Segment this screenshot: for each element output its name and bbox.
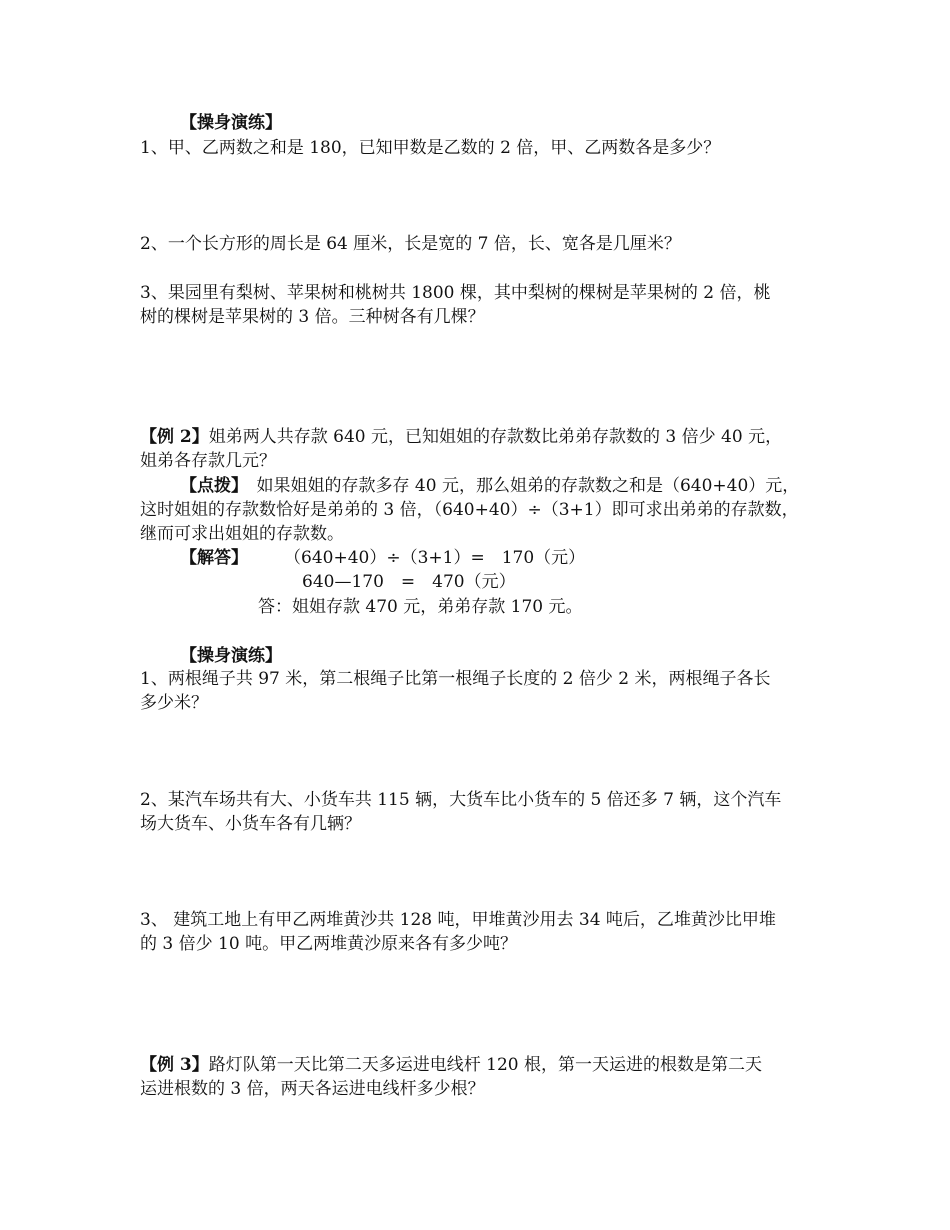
calculation-line-2: 640—170 = 470（元） <box>302 572 516 592</box>
answer-statement: 答：姐姐存款 470 元，弟弟存款 170 元。 <box>258 597 583 617</box>
section2-question-2-line-2: 场大货车、小货车各有几辆？ <box>140 814 361 834</box>
section1-question-2: 2、一个长方形的周长是 64 厘米，长是宽的 7 倍，长、宽各是几厘米？ <box>140 234 681 254</box>
answer-tag: 【解答】 <box>180 548 248 568</box>
example-2-hint-line-2: 这时姐姐的存款数恰好是弟弟的 3 倍，（640+40）÷（3+1）即可求出弟弟的存款数， <box>140 500 799 520</box>
section2-question-3-line-1: 3、 建筑工地上有甲乙两堆黄沙共 128 吨，甲堆黄沙用去 34 吨后，乙堆黄沙比甲堆 <box>140 910 776 930</box>
example-3-line-1: 【例 3】路灯队第一天比第二天多运进电线杆 120 根，第一天运进的根数是第二天 <box>140 1055 763 1075</box>
section2-question-3-line-2: 的 3 倍少 10 吨。甲乙两堆黄沙原来各有多少吨？ <box>140 934 518 954</box>
section2-heading: 【操身演练】 <box>180 646 282 666</box>
section2-question-1-line-1: 1、两根绳子共 97 米，第二根绳子比第一根绳子长度的 2 倍少 2 米，两根绳子各长 <box>140 669 771 689</box>
example-2-hint-line-1: 【点拨】 如果姐姐的存款多存 40 元，那么姐弟的存款数之和是（640+40）元， <box>180 476 800 496</box>
section2-question-1-line-2: 多少米？ <box>140 693 208 713</box>
section1-heading: 【操身演练】 <box>180 113 282 133</box>
example-2-hint-line-3: 继而可求出姐姐的存款数。 <box>140 524 344 544</box>
section1-question-3-line-2: 树的棵树是苹果树的 3 倍。三种树各有几棵？ <box>140 307 485 327</box>
example-2-tag: 【例 2】 <box>140 427 209 447</box>
section1-question-1: 1、甲、乙两数之和是 180，已知甲数是乙数的 2 倍，甲、乙两数各是多少？ <box>140 138 721 158</box>
section2-question-2-line-1: 2、某汽车场共有大、小货车共 115 辆，大货车比小货车的 5 倍还多 7 辆，这个汽车 <box>140 790 782 810</box>
hint-tag: 【点拨】 <box>180 476 240 496</box>
example-2-line-1: 【例 2】姐弟两人共存款 640 元，已知姐姐的存款数比弟弟存款数的 3 倍少 40 元， <box>140 427 783 447</box>
calculation-line-1: （640+40）÷（3+1）= 170（元） <box>284 548 586 568</box>
example-2-line-2: 姐弟各存款几元？ <box>140 451 276 471</box>
section1-question-3-line-1: 3、果园里有梨树、苹果树和桃树共 1800 棵，其中梨树的棵树是苹果树的 2 倍，桃 <box>140 283 771 303</box>
example-3-line-2: 运进根数的 3 倍，两天各运进电线杆多少根？ <box>140 1079 485 1099</box>
example-3-tag: 【例 3】 <box>140 1055 209 1075</box>
